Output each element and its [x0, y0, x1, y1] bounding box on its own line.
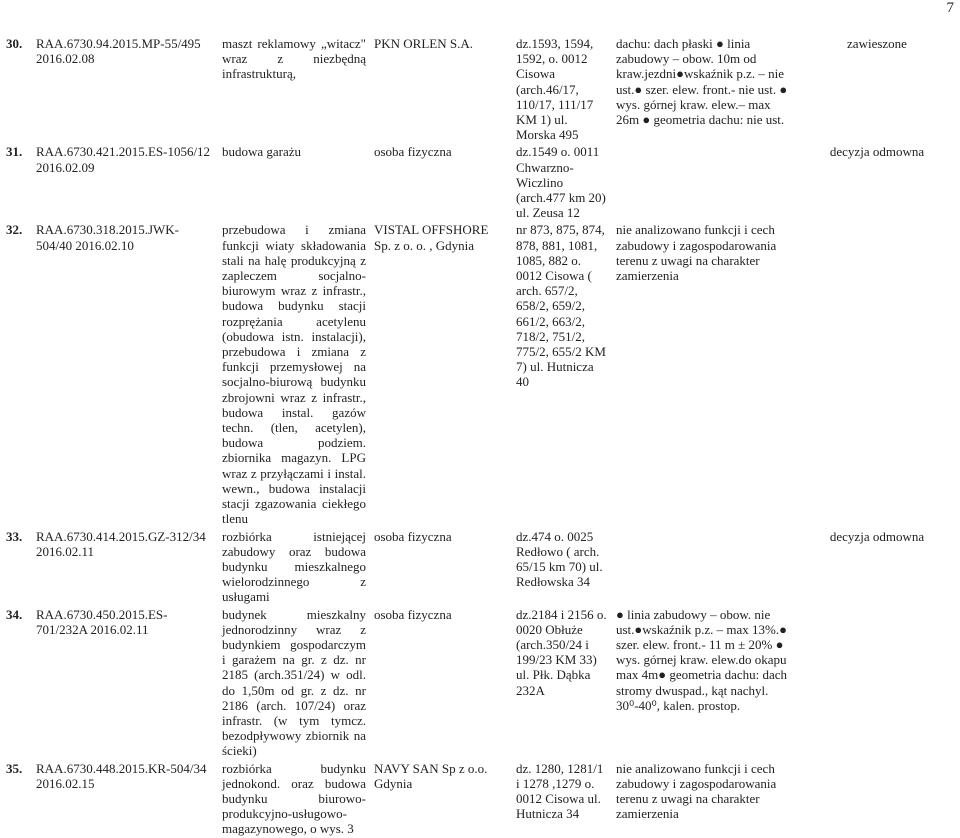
building-conditions: nie analizowano funkcji i cech zabudowy i zagospodarowania terenu z uwagi na charakter zamierzenia	[616, 760, 777, 822]
row-number: 32.	[6, 222, 23, 238]
page-number: 7	[946, 0, 954, 16]
case-signature: RAA.6730.450.2015.ES-701/232A 2016.02.11	[36, 606, 168, 637]
investor: osoba fizyczna	[374, 606, 452, 622]
decision-result	[794, 221, 960, 527]
table-row	[0, 35, 960, 143]
table-row	[0, 528, 960, 606]
decision-result: zawieszone	[847, 36, 907, 51]
decision-result	[794, 760, 960, 838]
table-row	[0, 606, 960, 760]
investor: osoba fizyczna	[374, 528, 452, 544]
table-row	[0, 221, 960, 527]
building-conditions	[612, 143, 794, 221]
project-description: budynek mieszkalny jednorodzinny wraz z budynkiem gospodarczym i garażem na gr. z dz. nr 2185 (arch.351/24) w odl. do 1,50m od gr. z dz. nr 2186 (arch. 107/24) oraz infrastr. (w tym tymcz. bezodpływowy zbiornik na ścieki)	[222, 606, 366, 759]
investor: NAVY SAN Sp z o.o. Gdynia	[374, 760, 488, 791]
case-signature: RAA.6730.421.2015.ES-1056/12 2016.02.09	[36, 144, 211, 175]
row-number: 33.	[6, 528, 23, 544]
register-table	[0, 35, 960, 838]
table-row	[0, 143, 960, 221]
investor: VISTAL OFFSHORE Sp. z o. o. , Gdynia	[374, 222, 489, 253]
decision-result	[794, 606, 960, 760]
plot-location: dz.1593, 1594, 1592, o. 0012 Cisowa (arch.46/17, 110/17, 111/17 KM 1) ul. Morska 495	[516, 36, 594, 143]
building-conditions: nie analizowano funkcji i cech zabudowy i zagospodarowania terenu z uwagi na charakter zamierzenia	[616, 222, 777, 284]
plot-location: dz.1549 o. 0011 Chwarzno-Wiczlino (arch.477 km 20) ul. Zeusa 12	[516, 144, 606, 221]
investor: PKN ORLEN S.A.	[374, 36, 473, 51]
building-conditions: ● linia zabudowy – obow. nie ust.●wskaźnik p.z. – max 13%.● szer. elew. front.- 11 m ± 20% ● wys. górnej kraw. elew.do okapu max 4m● geometria dachu: dach stromy dwuspad., kąt nachyl. 30⁰-40⁰, kalen. prostop.	[616, 606, 788, 713]
project-description: rozbiórka budynku jednokond. oraz budowa budynku biurowo-produkcyjno-usługowo-magazynowego, o wys. 3	[222, 760, 366, 837]
row-number: 34.	[6, 606, 23, 622]
project-description: budowa garażu	[222, 144, 302, 160]
project-description: maszt reklamowy „witacz" wraz z niezbędną infrastrukturą,	[222, 36, 366, 82]
building-conditions	[612, 528, 794, 606]
row-number: 31.	[6, 144, 23, 160]
plot-location: dz.474 o. 0025 Redłowo ( arch. 65/15 km 70) ul. Redłowska 34	[516, 528, 603, 590]
decision-result: decyzja odmowna	[829, 144, 925, 160]
plot-location: dz. 1280, 1281/1 i 1278 ,1279 o. 0012 Cisowa ul. Hutnicza 34	[516, 760, 604, 822]
case-signature: RAA.6730.94.2015.MP-55/495 2016.02.08	[36, 36, 201, 67]
project-description: przebudowa i zmiana funkcji wiaty składowania stali na halę produkcyjną z zapleczem socjalno- biurowym wraz z infrastr., budowa budynku stacji rozprężania acetylenu (obudowa istn. instalacji), przebudowa i zmiana z funkcji przemysłowej na socjalno-biurową budynku zbrojowni wraz z infrastr., budowa instal. gazów techn. (tlen, acetylen), budowa podziem. zbiornika magazyn. LPG wraz z przyłączami i instal. wewn., budowa instalacji stacji zgazowania ciekłego tlenu	[222, 222, 366, 527]
case-signature: RAA.6730.414.2015.GZ-312/34 2016.02.11	[36, 528, 206, 559]
row-number: 35.	[6, 760, 23, 776]
case-signature: RAA.6730.318.2015.JWK-504/40 2016.02.10	[36, 222, 179, 253]
case-signature: RAA.6730.448.2015.KR-504/34 2016.02.15	[36, 760, 207, 791]
table-row	[0, 760, 960, 838]
building-conditions: dachu: dach płaski ● linia zabudowy – obow. 10m od kraw.jezdni●wskaźnik p.z. – nie ust.● szer. elew. front.- nie ust. ● wys. górnej kraw. elew.– max 26m ● geometria dachu: nie ust.	[616, 36, 788, 128]
decision-result: decyzja odmowna	[829, 528, 925, 544]
plot-location: dz.2184 i 2156 o. 0020 Obłuże (arch.350/24 i 199/23 KM 33) ul. Płk. Dąbka 232A	[516, 606, 607, 698]
investor: osoba fizyczna	[374, 144, 452, 160]
project-description: rozbiórka istniejącej zabudowy oraz budowa budynku mieszkalnego wielorodzinnego z usługami	[222, 528, 366, 605]
plot-location: nr 873, 875, 874, 878, 881, 1081, 1085, 882 o. 0012 Cisowa ( arch. 657/2, 658/2, 659/2, 661/2, 663/2, 718/2, 751/2, 775/2, 655/2 KM 7) ul. Hutnicza 40	[516, 222, 606, 390]
row-number: 30.	[6, 36, 23, 51]
